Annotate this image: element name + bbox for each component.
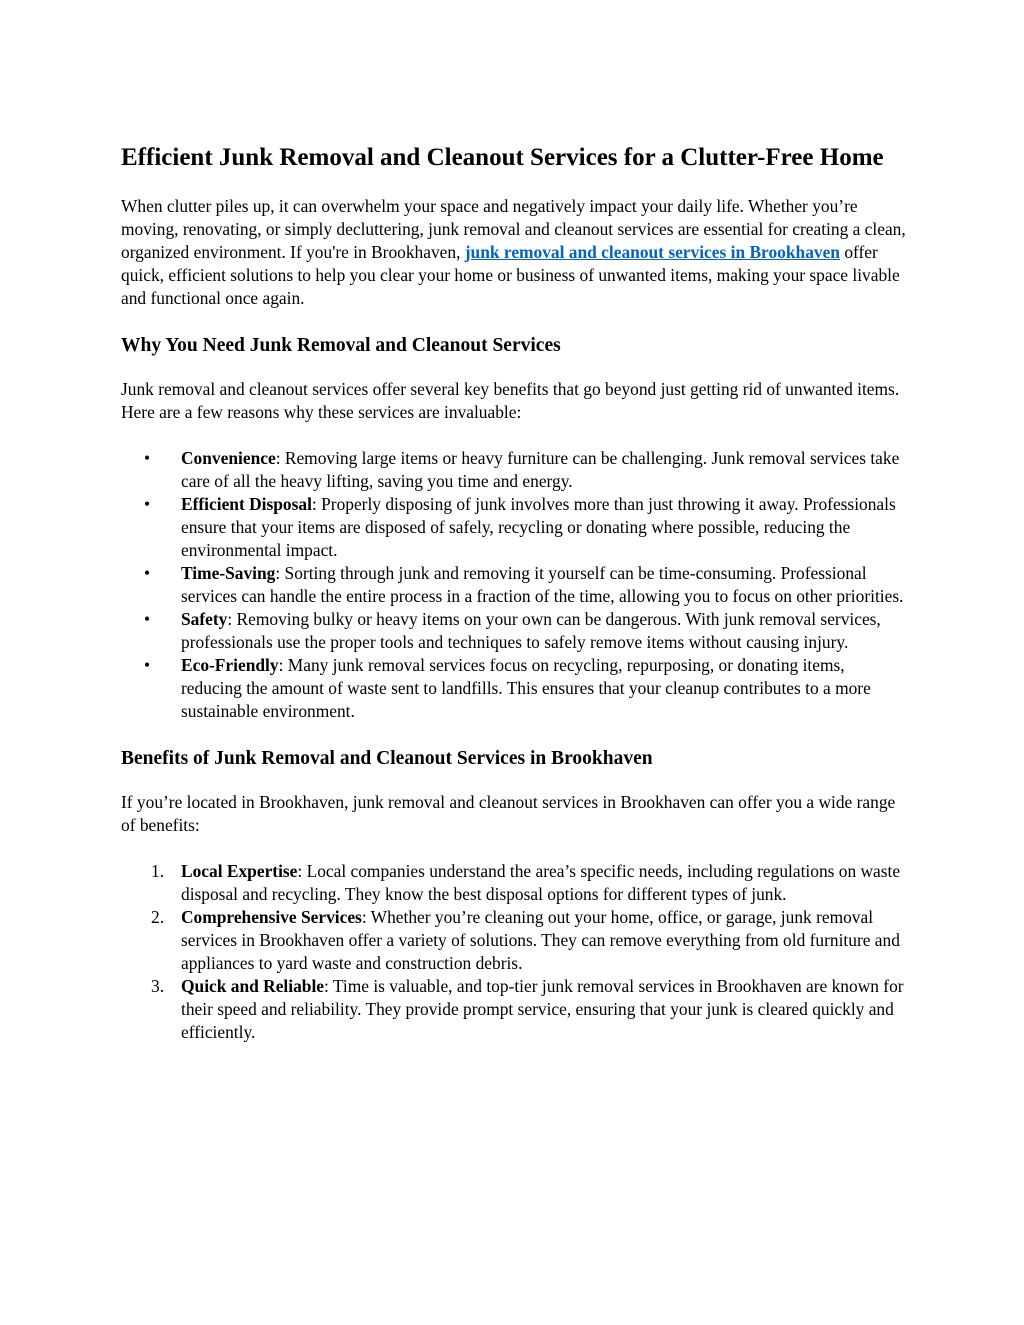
list-item [121, 493, 906, 562]
list-item-text: : Properly disposing of junk involves more than just throwing it away. Professionals ensure that your items are disposed of safely, recycling or donating where possible, reducing the environmental impact. [181, 494, 896, 560]
list-item-term: Safety [181, 609, 228, 629]
intro-paragraph [121, 195, 906, 310]
list-item [121, 562, 906, 608]
list-item [121, 608, 906, 654]
bullet-icon: • [144, 655, 151, 675]
bullet-icon: • [144, 609, 151, 629]
benefits-bullet-list [121, 447, 906, 723]
list-item [121, 447, 906, 493]
section-why-paragraph: Junk removal and cleanout services offer several key benefits that go beyond just getting rid of unwanted items. Here are a few reasons why these services are invaluable: [121, 379, 900, 422]
bullet-icon: • [144, 448, 151, 468]
list-number: 3. [151, 976, 165, 996]
list-item-text: : Whether you’re cleaning out your home, office, or garage, junk removal services in Brookhaven offer a variety of solutions. They can remove everything from old furniture and appliances to yard waste and construction debris. [181, 907, 900, 973]
list-item [121, 654, 906, 723]
list-item-text: : Many junk removal services focus on recycling, repurposing, or donating items, reducing the amount of waste sent to landfills. This ensures that your cleanup contributes to a more sustainable environment. [181, 655, 871, 721]
section-heading-benefits-brookhaven: Benefits of Junk Removal and Cleanout Services in Brookhaven [121, 748, 653, 769]
list-item-term: Efficient Disposal [181, 494, 312, 514]
section-heading-why: Why You Need Junk Removal and Cleanout Services [121, 335, 561, 356]
list-number: 2. [151, 907, 165, 927]
list-item-term: Eco-Friendly [181, 655, 279, 675]
list-item-term: Time-Saving [181, 563, 276, 583]
list-item-text: : Removing large items or heavy furniture can be challenging. Junk removal services take care of all the heavy lifting, saving you time and energy. [181, 448, 900, 491]
brookhaven-services-link[interactable]: junk removal and cleanout services in Brookhaven [464, 242, 840, 262]
list-item [121, 860, 906, 906]
section-benefits-paragraph: If you’re located in Brookhaven, junk removal and cleanout services in Brookhaven can offer you a wide range of benefits: [121, 792, 896, 835]
benefits-numbered-list [121, 860, 906, 1044]
list-item [121, 975, 906, 1044]
intro-text-before-link: When clutter piles up, it can overwhelm your space and negatively impact your daily life. Whether you’re moving, renovating, or simply decluttering, junk removal and cleanout services are essential for creating a clean, organized environment. If you're in Brookhaven, [121, 196, 906, 262]
bullet-icon: • [144, 494, 151, 514]
list-item-text: : Time is valuable, and top-tier junk removal services in Brookhaven are known for their speed and reliability. They provide prompt service, ensuring that your junk is cleared quickly and efficiently. [181, 976, 904, 1042]
list-number: 1. [151, 861, 165, 881]
list-item-text: : Sorting through junk and removing it yourself can be time-consuming. Professional services can handle the entire process in a fraction of the time, allowing you to focus on other priorities. [181, 563, 904, 606]
list-item-term: Local Expertise [181, 861, 298, 881]
list-item-term: Convenience [181, 448, 276, 468]
bullet-icon: • [144, 563, 151, 583]
list-item-term: Comprehensive Services [181, 907, 362, 927]
page-title: Efficient Junk Removal and Cleanout Services for a Clutter-Free Home [121, 144, 884, 171]
list-item-term: Quick and Reliable [181, 976, 325, 996]
intro-text-after-link: offer quick, efficient solutions to help you clear your home or business of unwanted items, making your space livable and functional once again. [121, 242, 900, 308]
list-item-text: : Local companies understand the area’s specific needs, including regulations on waste disposal and recycling. They know the best disposal options for different types of junk. [181, 861, 901, 904]
list-item [121, 906, 906, 975]
list-item-text: : Removing bulky or heavy items on your own can be dangerous. With junk removal services, professionals use the proper tools and techniques to safely remove items without causing injury. [181, 609, 881, 652]
